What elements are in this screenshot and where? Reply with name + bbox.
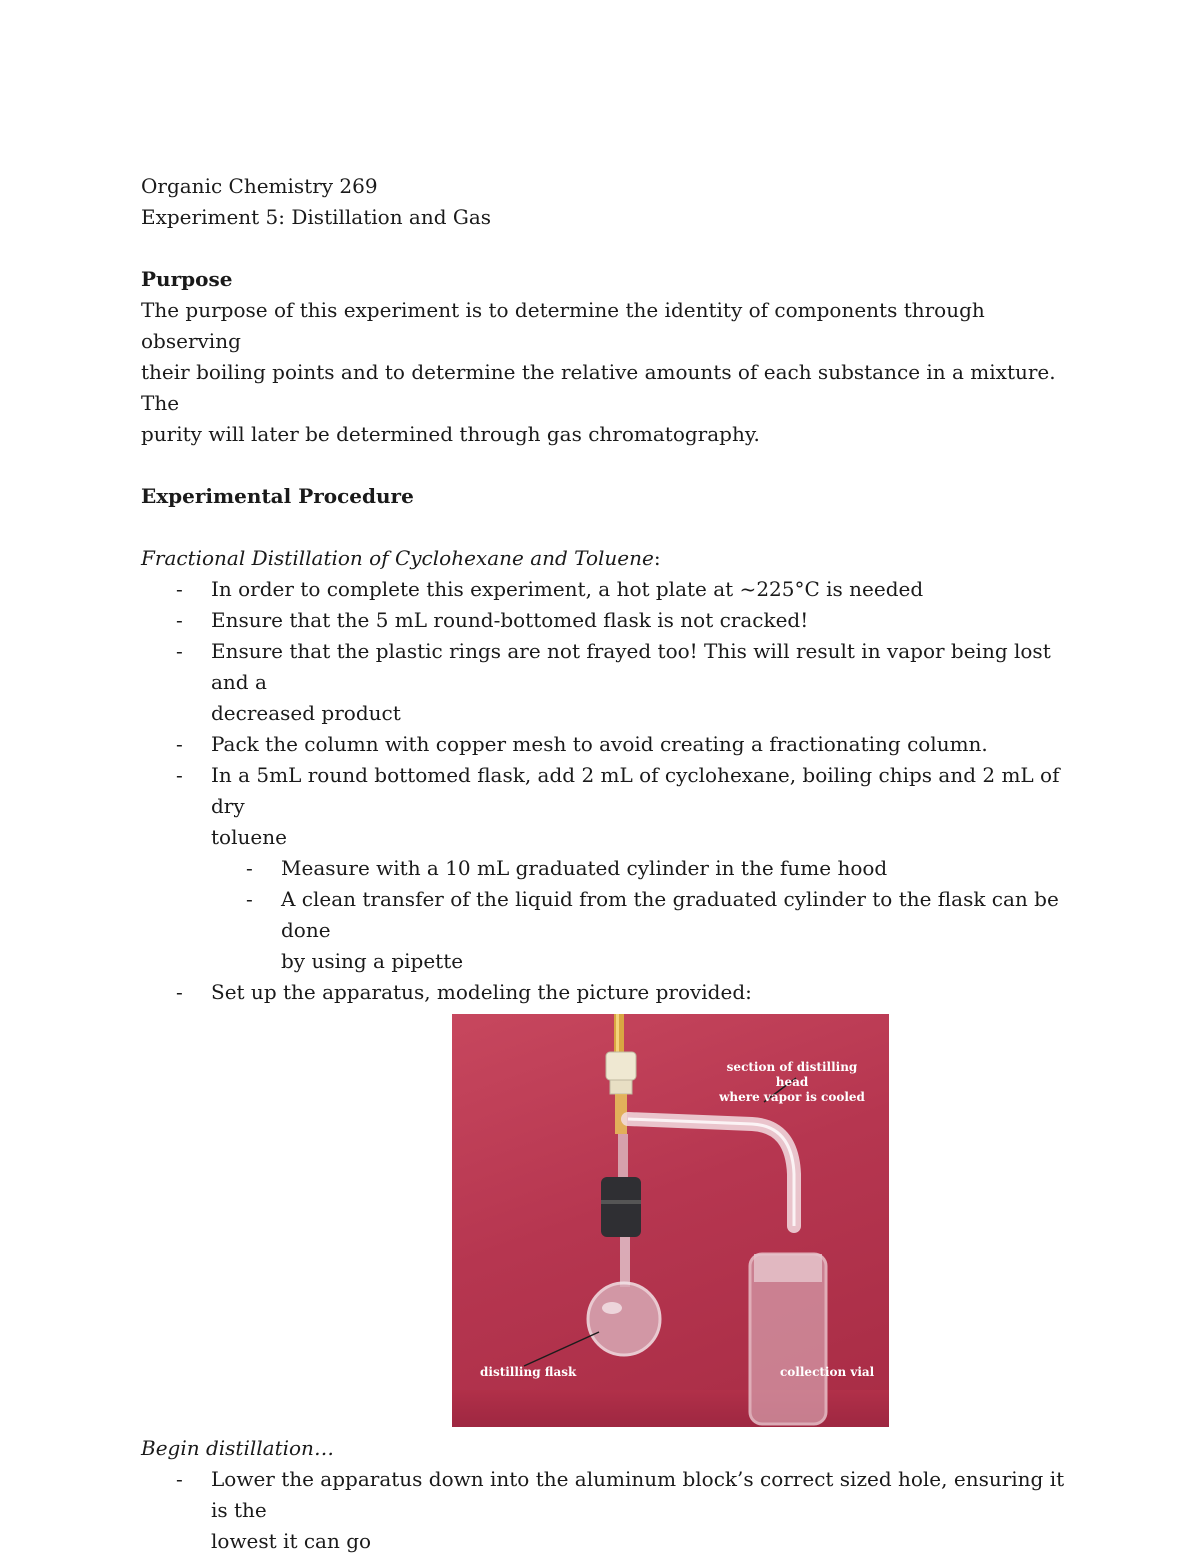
- label-collection-vial: collection vial: [780, 1365, 875, 1379]
- label-distilling-flask: distilling flask: [480, 1365, 577, 1379]
- purpose-line: purity will later be determined through gas chromatography.: [141, 422, 760, 446]
- clamp-icon: [601, 1177, 641, 1237]
- distilling-head-icon: [628, 1119, 794, 1226]
- list-item: [141, 729, 1071, 760]
- list-item-text: Set up the apparatus, modeling the picture provided:: [211, 980, 752, 1004]
- list-item-text: lowest it can go: [211, 1529, 372, 1553]
- subheading-italic: Fractional Distillation of Cyclohexane and Toluene: [141, 546, 654, 570]
- flask-icon: [588, 1283, 660, 1355]
- list-item-text: Lower the apparatus down into the aluminum block’s correct sized hole, ensuring it is the: [211, 1467, 1065, 1522]
- sublist-item: [211, 884, 1071, 977]
- label-head-line: section of distilling head: [726, 1060, 858, 1089]
- course-title: Organic Chemistry 269: [141, 174, 378, 198]
- list-item: [141, 977, 1071, 1008]
- subheading-colon: :: [653, 546, 661, 570]
- list-item-text: Ensure that the plastic rings are not frayed too! This will result in vapor being lost and a: [211, 639, 1051, 694]
- document-content: [141, 171, 1071, 1557]
- purpose-heading: Purpose: [141, 267, 233, 291]
- apparatus-photo: [452, 1014, 889, 1427]
- procedure-sublist: [211, 853, 1071, 977]
- purpose-line: their boiling points and to determine the relative amounts of each substance in a mixture. The: [141, 360, 1056, 415]
- list-item-text: Pack the column with copper mesh to avoid creating a fractionating column.: [211, 732, 988, 756]
- list-item: [141, 574, 1071, 605]
- bullet-dash: -: [176, 1467, 183, 1491]
- bullet-dash: -: [176, 980, 183, 1004]
- begin-list: [141, 1464, 1071, 1557]
- label-distilling-head: [717, 1060, 867, 1105]
- bullet-dash: -: [176, 608, 183, 632]
- list-item-text: by using a pipette: [281, 949, 464, 973]
- bullet-dash: -: [176, 639, 183, 663]
- list-item-text: In a 5mL round bottomed flask, add 2 mL of cyclohexane, boiling chips and 2 mL of dry: [211, 763, 1060, 818]
- list-item: [141, 760, 1071, 977]
- figure: [452, 1014, 1071, 1427]
- bullet-dash: -: [176, 577, 183, 601]
- label-head-line: where vapor is cooled: [719, 1090, 865, 1104]
- procedure-heading: Experimental Procedure: [141, 484, 414, 508]
- purpose-line: The purpose of this experiment is to determine the identity of components through observing: [141, 298, 985, 353]
- bullet-dash: -: [176, 732, 183, 756]
- list-item-text: A clean transfer of the liquid from the graduated cylinder to the flask can be done: [281, 887, 1059, 942]
- list-item-text: toluene: [211, 825, 287, 849]
- list-item-text: Measure with a 10 mL graduated cylinder in the fume hood: [281, 856, 888, 880]
- list-item: [141, 605, 1071, 636]
- bullet-dash: -: [176, 763, 183, 787]
- list-item: [141, 1464, 1071, 1557]
- list-item: [141, 636, 1071, 729]
- begin-heading: Begin distillation…: [141, 1436, 334, 1460]
- bullet-dash: -: [246, 856, 253, 880]
- sublist-item: [211, 853, 1071, 884]
- list-item-text: Ensure that the 5 mL round-bottomed flask is not cracked!: [211, 608, 809, 632]
- bullet-dash: -: [246, 887, 253, 911]
- procedure-list: [141, 574, 1071, 1008]
- list-item-text: In order to complete this experiment, a hot plate at ~225°C is needed: [211, 577, 924, 601]
- experiment-title: Experiment 5: Distillation and Gas: [141, 205, 492, 229]
- procedure-subheading: [141, 543, 1071, 574]
- adapter-cap-icon: [606, 1052, 636, 1080]
- list-item-text: decreased product: [211, 701, 401, 725]
